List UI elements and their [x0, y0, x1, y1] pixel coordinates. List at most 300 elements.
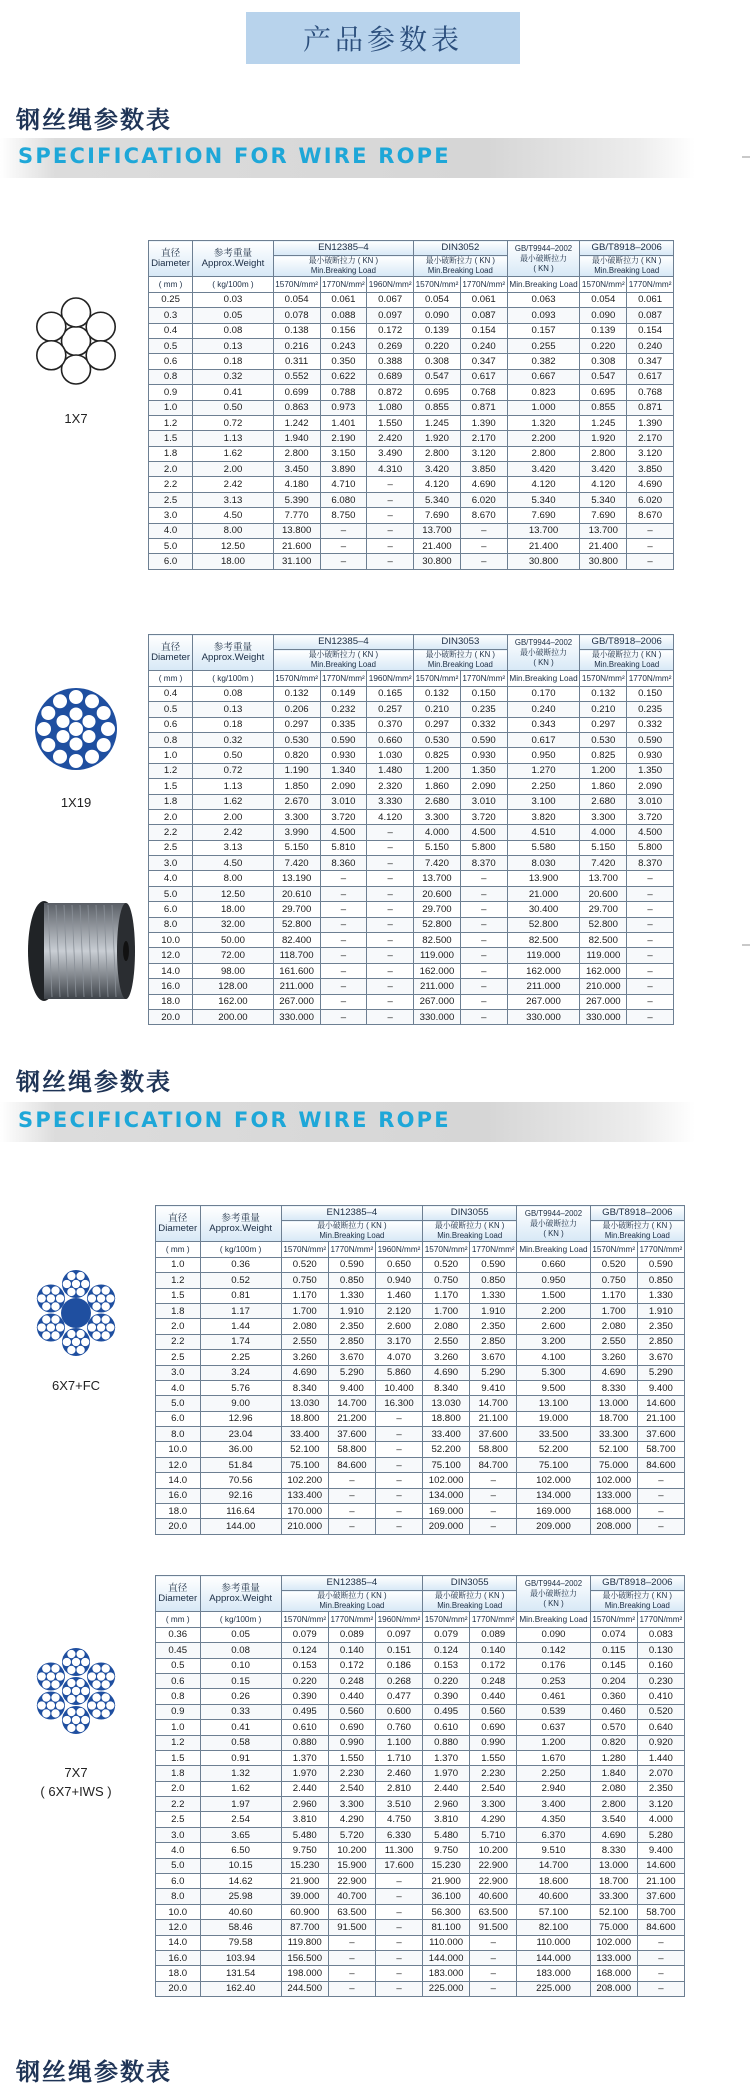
table-cell: 2.800 [580, 446, 627, 461]
table-cell: 0.990 [328, 1735, 375, 1750]
table-cell: 3.13 [193, 840, 274, 855]
table-cell: 0.13 [193, 702, 274, 717]
table-cell: 3.850 [627, 462, 674, 477]
table-cell: 2.25 [200, 1350, 281, 1365]
table-row [156, 1457, 685, 1472]
table-row [149, 323, 674, 338]
table-cell: 225.000 [423, 1981, 470, 1996]
table-cell: 4.500 [460, 825, 507, 840]
table-cell: 5.710 [470, 1827, 517, 1842]
table-cell: 3.670 [328, 1350, 375, 1365]
table-cell: 0.248 [470, 1673, 517, 1688]
section-title-en: SPECIFICATION FOR WIRE ROPE [18, 1108, 451, 1132]
table-cell: 116.64 [200, 1504, 281, 1519]
header-en-en: Min.Breaking Load [310, 266, 376, 276]
table-row [149, 886, 674, 901]
table-cell: 0.132 [414, 686, 461, 701]
table-cell: 3.720 [460, 809, 507, 824]
table-cell: 2.230 [328, 1766, 375, 1781]
table-cell: 33.300 [590, 1889, 637, 1904]
table-cell: 5.150 [273, 840, 320, 855]
table-cell: 12.0 [149, 948, 193, 963]
table-cell: – [320, 933, 367, 948]
table-cell: 4.310 [367, 462, 414, 477]
table-cell: 33.500 [517, 1427, 590, 1442]
table-row [149, 415, 674, 430]
table-cell: 7.690 [580, 508, 627, 523]
table-cell: 40.600 [470, 1889, 517, 1904]
table-cell: 3.420 [580, 462, 627, 477]
table-cell: 0.530 [414, 732, 461, 747]
table-cell: 1.370 [281, 1750, 328, 1765]
table-cell: 0.240 [460, 338, 507, 353]
table-cell: – [637, 1488, 684, 1503]
table-cell: 0.823 [507, 385, 580, 400]
table-cell: 0.350 [320, 354, 367, 369]
table-row [149, 871, 674, 886]
table-cell: 0.5 [149, 338, 193, 353]
table-cell: 0.220 [423, 1673, 470, 1688]
table-cell: – [328, 1488, 375, 1503]
table-cell: 3.010 [627, 794, 674, 809]
table-cell: 330.000 [273, 1009, 320, 1024]
header-weight-cn: 参考重量 [213, 247, 253, 259]
header-gb8918-cn: 最小破断拉力 ( KN ) [602, 1591, 672, 1601]
table-cell: 0.139 [414, 323, 461, 338]
table-cell: – [637, 1504, 684, 1519]
table-cell: 1.74 [200, 1334, 281, 1349]
table-cell: – [320, 523, 367, 538]
table-row [156, 1427, 685, 1442]
table-cell: 134.000 [423, 1488, 470, 1503]
table-cell: – [320, 902, 367, 917]
table-cell: 4.000 [637, 1812, 684, 1827]
table-cell: – [460, 933, 507, 948]
table-cell: 208.000 [590, 1519, 637, 1534]
table-cell: 3.850 [460, 462, 507, 477]
table-cell: 5.290 [470, 1365, 517, 1380]
table-cell: 84.600 [637, 1457, 684, 1472]
table-cell: 2.090 [627, 779, 674, 794]
table-cell: 19.000 [517, 1411, 590, 1426]
table-cell: 0.850 [637, 1273, 684, 1288]
table-cell: 2.440 [281, 1781, 328, 1796]
table-cell: 1.100 [375, 1735, 422, 1750]
table-cell: 1.440 [637, 1750, 684, 1765]
header-en-cn: 最小破断拉力 ( KN ) [317, 1591, 387, 1601]
table-row [156, 1874, 685, 1889]
table-cell: 1.320 [507, 415, 580, 430]
table-cell: 2.350 [328, 1319, 375, 1334]
header-din-en: Min.Breaking Load [427, 266, 493, 276]
table-row [156, 1303, 685, 1318]
header-en-load [281, 1221, 422, 1242]
header-diameter-en: Diameter [151, 651, 191, 663]
table-cell: 2.600 [517, 1319, 590, 1334]
table-cell: 3.720 [627, 809, 674, 824]
table-cell: 0.768 [460, 385, 507, 400]
table-cell: 0.4 [149, 686, 193, 701]
table-cell: 1.670 [517, 1750, 590, 1765]
table-cell: – [328, 1473, 375, 1488]
table-cell: 200.00 [193, 1009, 274, 1024]
header-grade: 1960N/mm² [367, 277, 414, 292]
table-cell: 0.308 [580, 354, 627, 369]
table-cell: – [470, 1488, 517, 1503]
table-cell: 0.930 [320, 748, 367, 763]
table-row [156, 1365, 685, 1380]
table-cell: 18.700 [590, 1411, 637, 1426]
table-cell: 0.145 [590, 1658, 637, 1673]
table-cell: 0.617 [507, 732, 580, 747]
table-cell: 37.600 [470, 1427, 517, 1442]
table-row [156, 1442, 685, 1457]
table-cell: 0.139 [580, 323, 627, 338]
header-diameter-cn: 直径 [168, 1212, 188, 1224]
table-cell: 58.46 [200, 1920, 281, 1935]
table-cell: 57.100 [517, 1904, 590, 1919]
table-row [149, 763, 674, 778]
table-cell: 2.250 [507, 779, 580, 794]
header-gb8918-std: GB/T8918–2006 [590, 1576, 684, 1591]
table-cell: 84.600 [328, 1457, 375, 1472]
table-cell: 0.9 [156, 1704, 201, 1719]
table-cell: 1.330 [637, 1288, 684, 1303]
header-diameter-unit: ( mm ) [149, 671, 193, 686]
table-cell: 8.00 [193, 523, 274, 538]
table-cell: 0.820 [273, 748, 320, 763]
header-gb9944-cn: 最小破断拉力 [530, 1588, 577, 1598]
table-cell: 5.280 [637, 1827, 684, 1842]
table-cell: 3.0 [149, 856, 193, 871]
table-cell: 3.200 [517, 1334, 590, 1349]
header-gb8918-cn: 最小破断拉力 ( KN ) [592, 256, 662, 266]
table-row [156, 1627, 685, 1642]
table-cell: 1.910 [637, 1303, 684, 1318]
table-cell: 3.300 [414, 809, 461, 824]
table-cell: 18.800 [281, 1411, 328, 1426]
table-cell: 0.950 [517, 1273, 590, 1288]
table-cell: 6.330 [375, 1827, 422, 1842]
header-din-std: DIN3052 [414, 241, 508, 256]
table-cell: 0.617 [460, 369, 507, 384]
table-cell: – [328, 1966, 375, 1981]
table-cell: 14.62 [200, 1874, 281, 1889]
table-cell: 0.206 [273, 702, 320, 717]
table-cell: 0.871 [627, 400, 674, 415]
table-cell: 0.10 [200, 1658, 281, 1673]
table-cell: 16.300 [375, 1396, 422, 1411]
table-cell: 1.200 [580, 763, 627, 778]
table-cell: 21.600 [273, 539, 320, 554]
table-cell: 0.332 [460, 717, 507, 732]
table-cell: 22.900 [470, 1858, 517, 1873]
table-cell: 0.820 [590, 1735, 637, 1750]
table-cell: 5.340 [507, 492, 580, 507]
header-weight-cn: 参考重量 [213, 641, 253, 653]
table-cell: 0.750 [281, 1273, 328, 1288]
table-cell: 0.160 [637, 1658, 684, 1673]
table-cell: 23.04 [200, 1427, 281, 1442]
table-cell: 0.8 [149, 369, 193, 384]
table-cell: 79.58 [200, 1935, 281, 1950]
table-cell: 3.260 [423, 1350, 470, 1365]
table-cell: 2.810 [375, 1781, 422, 1796]
header-gb8918-en: Min.Breaking Load [604, 1231, 670, 1241]
header-en-load [281, 1591, 422, 1612]
table-row [156, 1843, 685, 1858]
table-cell: 6.020 [627, 492, 674, 507]
table-cell: 0.132 [273, 686, 320, 701]
table-cell: 0.440 [470, 1689, 517, 1704]
table-cell: 3.0 [156, 1827, 201, 1842]
table-cell: 9.400 [328, 1380, 375, 1395]
table-cell: 98.00 [193, 963, 274, 978]
table-cell: 36.100 [423, 1889, 470, 1904]
table-cell: 0.140 [328, 1643, 375, 1658]
table-cell: 0.170 [507, 686, 580, 701]
table-cell: 17.600 [375, 1858, 422, 1873]
table-cell: 6.0 [149, 902, 193, 917]
header-gb9944-en: Min.Breaking Load [517, 1242, 590, 1257]
header-en-en: Min.Breaking Load [319, 1601, 385, 1611]
table-cell: 1.5 [156, 1288, 201, 1303]
table-cell: – [367, 871, 414, 886]
rope-1x19-icon [33, 686, 119, 772]
table-cell: 22.900 [328, 1874, 375, 1889]
table-cell: 0.157 [507, 323, 580, 338]
table-cell: 161.600 [273, 963, 320, 978]
header-gb9944-cn: 最小破断拉力 [520, 253, 567, 263]
table-cell: 0.08 [193, 323, 274, 338]
table-cell: 14.600 [637, 1858, 684, 1873]
header-gb8918-load [580, 650, 674, 671]
table-cell: 0.855 [580, 400, 627, 415]
table-cell: 0.332 [627, 717, 674, 732]
table-cell: 10.200 [470, 1843, 517, 1858]
table-row [149, 431, 674, 446]
table-cell: 210.000 [580, 979, 627, 994]
table-cell: 52.100 [281, 1442, 328, 1457]
table-cell: 1.910 [470, 1303, 517, 1318]
table-cell: 3.510 [375, 1797, 422, 1812]
table-cell: – [375, 1411, 422, 1426]
table-row [156, 1257, 685, 1272]
table-cell: 1.32 [200, 1766, 281, 1781]
table-cell: 29.700 [273, 902, 320, 917]
header-grade: 1570N/mm² [273, 671, 320, 686]
table-cell: 0.140 [470, 1643, 517, 1658]
table-cell: 16.0 [156, 1488, 201, 1503]
header-grade: 1770N/mm² [637, 1612, 684, 1627]
table-cell: 0.150 [460, 686, 507, 701]
table-cell: 4.50 [193, 508, 274, 523]
table-cell: 0.440 [328, 1689, 375, 1704]
table-cell: 0.863 [273, 400, 320, 415]
table-cell: 8.330 [590, 1843, 637, 1858]
table-row [149, 933, 674, 948]
header-grade: 1770N/mm² [320, 671, 367, 686]
header-weight-en: Approx.Weight [209, 1592, 272, 1604]
table-cell: 0.690 [328, 1720, 375, 1735]
table-row [156, 1488, 685, 1503]
table-cell: 0.03 [193, 292, 274, 307]
table-cell: 8.330 [590, 1380, 637, 1395]
header-grade: 1570N/mm² [580, 277, 627, 292]
table-cell: 119.800 [281, 1935, 328, 1950]
table-cell: 4.000 [414, 825, 461, 840]
header-din-en: Min.Breaking Load [437, 1231, 503, 1241]
table-cell: – [320, 1009, 367, 1024]
table-cell: 1.8 [149, 794, 193, 809]
table-cell: 30.400 [507, 902, 580, 917]
table-row [149, 338, 674, 353]
table-cell: 0.090 [414, 308, 461, 323]
table-cell: – [367, 554, 414, 569]
header-en-cn: 最小破断拉力 ( KN ) [308, 256, 379, 266]
table-row [149, 539, 674, 554]
header-diameter [156, 1206, 201, 1242]
table-cell: – [470, 1950, 517, 1965]
rope-label-construction: ( 6X7+IWS ) [40, 1784, 112, 1799]
table-cell: 0.410 [637, 1689, 684, 1704]
table-cell: 267.000 [273, 994, 320, 1009]
table-cell: – [627, 933, 674, 948]
header-din-std: DIN3055 [423, 1206, 517, 1221]
table-cell: 2.5 [149, 492, 193, 507]
table-row [149, 462, 674, 477]
table-row [156, 1966, 685, 1981]
table-cell: 128.00 [193, 979, 274, 994]
table-row [149, 492, 674, 507]
table-cell: 2.190 [320, 431, 367, 446]
table-cell: 2.080 [590, 1781, 637, 1796]
table-cell: 4.0 [149, 871, 193, 886]
table-cell: 4.350 [517, 1812, 590, 1827]
table-cell: 1.500 [517, 1288, 590, 1303]
table-cell: 0.973 [320, 400, 367, 415]
table-cell: 1.390 [627, 415, 674, 430]
table-cell: – [367, 948, 414, 963]
table-cell: – [375, 1889, 422, 1904]
table-cell: 110.000 [423, 1935, 470, 1950]
table-cell: 0.590 [627, 732, 674, 747]
table-row [156, 1950, 685, 1965]
table-row [149, 523, 674, 538]
table-cell: 1.550 [367, 415, 414, 430]
table-cell: 21.900 [281, 1874, 328, 1889]
header-grade: 1570N/mm² [414, 671, 461, 686]
table-cell: 1.2 [149, 415, 193, 430]
table-cell: 5.340 [580, 492, 627, 507]
table-cell: 0.172 [328, 1658, 375, 1673]
table-cell: 330.000 [414, 1009, 461, 1024]
table-cell: 1.0 [156, 1720, 201, 1735]
table-cell: 211.000 [414, 979, 461, 994]
table-cell: – [460, 963, 507, 978]
table-cell: 1.8 [149, 446, 193, 461]
table-cell: 10.0 [149, 933, 193, 948]
table-cell: 0.220 [414, 338, 461, 353]
header-din-load [414, 650, 508, 671]
table-cell: 0.230 [637, 1673, 684, 1688]
table-cell: 8.340 [423, 1380, 470, 1395]
table-cell: 14.700 [517, 1858, 590, 1873]
header-gb9944 [507, 635, 580, 671]
table-cell: – [328, 1504, 375, 1519]
table-cell: 0.083 [637, 1627, 684, 1642]
table-cell: 0.26 [200, 1689, 281, 1704]
table-cell: 156.500 [281, 1950, 328, 1965]
table-cell: 0.477 [375, 1689, 422, 1704]
table-cell: 1.350 [460, 763, 507, 778]
table-cell: 1.280 [590, 1750, 637, 1765]
table-cell: 0.950 [507, 748, 580, 763]
table-cell: 0.590 [470, 1257, 517, 1272]
table-cell: – [328, 1519, 375, 1534]
table-cell: 8.0 [156, 1427, 201, 1442]
table-cell: 133.000 [590, 1950, 637, 1965]
table-cell: 0.063 [507, 292, 580, 307]
table-cell: 21.200 [328, 1411, 375, 1426]
table-cell: 1.700 [590, 1303, 637, 1318]
table-cell: 2.680 [580, 794, 627, 809]
table-cell: 0.25 [149, 292, 193, 307]
table-cell: – [627, 1009, 674, 1024]
table-cell: 13.900 [507, 871, 580, 886]
table-cell: 1.550 [328, 1750, 375, 1765]
table-cell: 4.120 [580, 477, 627, 492]
table-cell: 0.33 [200, 1704, 281, 1719]
table-cell: 1.13 [193, 779, 274, 794]
table-cell: 1.920 [580, 431, 627, 446]
table-cell: – [637, 1966, 684, 1981]
table-cell: 4.690 [423, 1365, 470, 1380]
table-cell: 0.50 [193, 400, 274, 415]
table-cell: 4.50 [193, 856, 274, 871]
header-din-load [414, 256, 508, 277]
header-grade: 1570N/mm² [423, 1242, 470, 1257]
table-cell: 81.100 [423, 1920, 470, 1935]
header-grade: 1960N/mm² [375, 1612, 422, 1627]
table-cell: 2.170 [627, 431, 674, 446]
table-cell: 2.230 [470, 1766, 517, 1781]
table-cell: 1.860 [414, 779, 461, 794]
table-cell: 1.550 [470, 1750, 517, 1765]
section-title-cn: 钢丝绳参数表 [16, 2058, 172, 2086]
table-cell: 3.24 [200, 1365, 281, 1380]
table-cell: 162.000 [580, 963, 627, 978]
header-diameter-unit: ( mm ) [149, 277, 193, 292]
table-cell: 0.880 [281, 1735, 328, 1750]
table-cell: 2.090 [320, 779, 367, 794]
table-cell: 3.010 [320, 794, 367, 809]
section-title-en: SPECIFICATION FOR WIRE ROPE [18, 144, 451, 168]
table-cell: 2.540 [470, 1781, 517, 1796]
table-cell: 0.850 [470, 1273, 517, 1288]
table-cell: 37.600 [637, 1889, 684, 1904]
header-din-cn: 最小破断拉力 ( KN ) [425, 256, 496, 266]
table-cell: 13.000 [590, 1858, 637, 1873]
table-cell: 50.00 [193, 933, 274, 948]
table-cell: 12.96 [200, 1411, 281, 1426]
table-cell: 2.540 [328, 1781, 375, 1796]
table-cell: 0.078 [273, 308, 320, 323]
table-cell: 13.700 [414, 871, 461, 886]
table-cell: 6.0 [149, 554, 193, 569]
table-cell: – [470, 1935, 517, 1950]
table-cell: 31.100 [273, 554, 320, 569]
